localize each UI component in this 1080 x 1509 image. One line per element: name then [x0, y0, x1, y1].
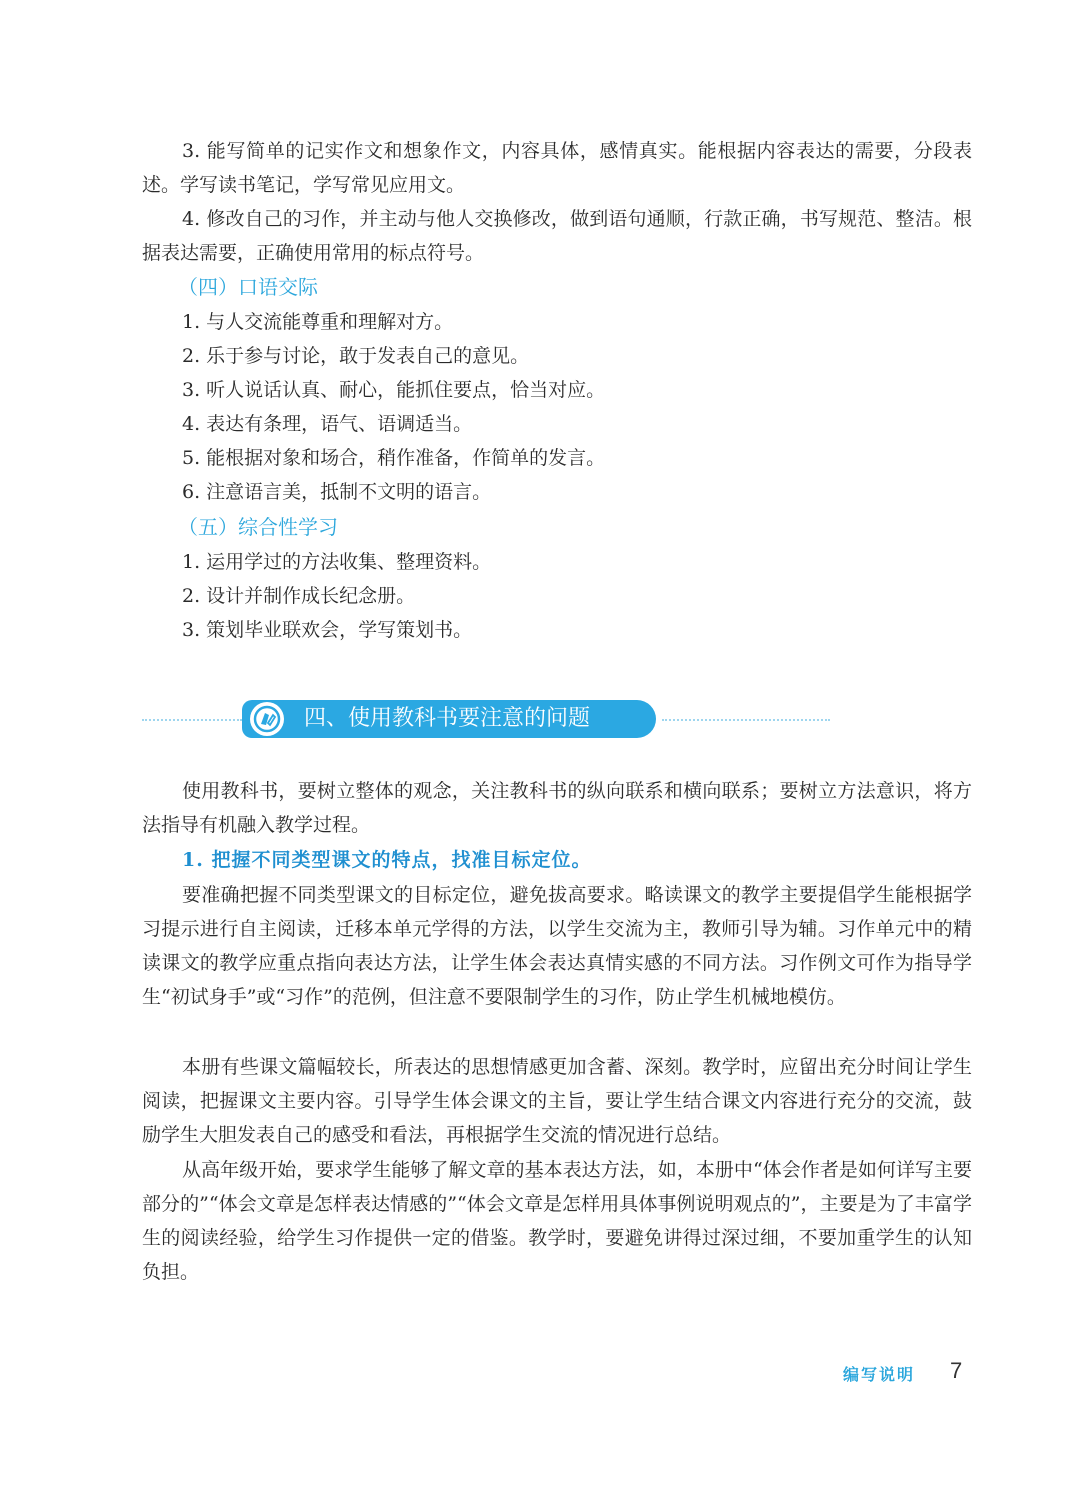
- comprehensive-learning-heading: （五）综合性学习: [178, 515, 338, 539]
- book-icon: [250, 702, 284, 736]
- section-header: [142, 700, 832, 740]
- requirement-item-4: 4. 修改自己的习作，并主动与他人交换修改，做到语句通顺，行款正确，书写规范、整洁。根据表达需要，正确使用常用的标点符号。: [142, 208, 972, 264]
- oral-communication-heading: （四）口语交际: [178, 275, 318, 299]
- divider-right: [662, 719, 830, 721]
- oral-item: 2. 乐于参与讨论，敢于发表自己的意见。: [182, 345, 530, 367]
- oral-item: 1. 与人交流能尊重和理解对方。: [182, 311, 454, 333]
- oral-item: 5. 能根据对象和场合，稍作准备，作简单的发言。: [182, 447, 606, 469]
- point-1-heading: 1. 把握不同类型课文的特点，找准目标定位。: [182, 849, 592, 871]
- paragraph-1: 要准确把握不同类型课文的目标定位，避免拔高要求。略读课文的教学主要提倡学生能根据学习提示进行自主阅读，迁移本单元学得的方法，以学生交流为主，教师引导为辅。习作单元中的精读课文的教学应重点指向表达方法，让学生体会表达真情实感的不同方法。习作例文可作为指导学生“初试身手”或“习作”的范例，但注意不要限制学生的习作，防止学生机械地模仿。: [142, 884, 972, 1008]
- oral-item: 6. 注意语言美，抵制不文明的语言。: [182, 481, 492, 503]
- paragraph-2: 本册有些课文篇幅较长，所表达的思想情感更加含蓄、深刻。教学时，应留出充分时间让学生阅读，把握课文主要内容。引导学生体会课文的主旨，要让学生结合课文内容进行充分的交流，鼓励学生大胆发表自己的感受和看法，再根据学生交流的情况进行总结。: [142, 1056, 972, 1146]
- section-title-banner: [242, 700, 656, 738]
- comprehensive-item: 1. 运用学过的方法收集、整理资料。: [182, 551, 492, 573]
- comprehensive-item: 2. 设计并制作成长纪念册。: [182, 585, 416, 607]
- divider-left: [142, 719, 242, 721]
- paragraph-3: 从高年级开始，要求学生能够了解文章的基本表达方法，如，本册中“体会作者是如何详写主要部分的”“体会文章是怎样表达情感的”“体会文章是怎样用具体事例说明观点的”，主要是为了丰富学生的阅读经验，给学生习作提供一定的借鉴。教学时，要避免讲得过深过细，不要加重学生的认知负担。: [142, 1159, 972, 1283]
- intro-paragraph: 使用教科书，要树立整体的观念，关注教科书的纵向联系和横向联系；要树立方法意识，将方法指导有机融入教学过程。: [142, 780, 972, 836]
- requirement-item-3: 3. 能写简单的记实作文和想象作文，内容具体，感情真实。能根据内容表达的需要，分段表述。学写读书笔记，学写常见应用文。: [142, 140, 972, 196]
- oral-item: 3. 听人说话认真、耐心，能抓住要点，恰当对应。: [182, 379, 606, 401]
- footer-label: 编写说明: [843, 1365, 916, 1384]
- oral-item: 4. 表达有条理，语气、语调适当。: [182, 413, 473, 435]
- comprehensive-item: 3. 策划毕业联欢会，学写策划书。: [182, 619, 473, 641]
- page-number: 7: [950, 1358, 963, 1383]
- section-title: 四、使用教科书要注意的问题: [304, 706, 591, 731]
